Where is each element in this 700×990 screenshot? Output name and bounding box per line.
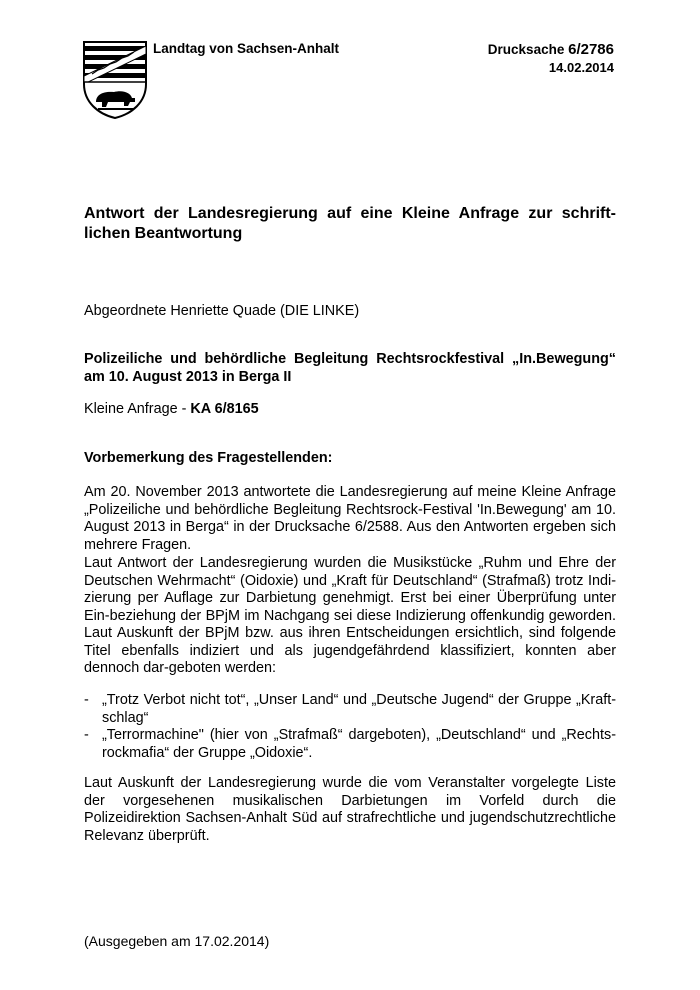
list-marker: -	[84, 727, 89, 743]
drucksache-label: Drucksache	[487, 42, 565, 57]
parliament-name: Landtag von Sachsen-Anhalt	[153, 41, 340, 56]
indexed-titles-list	[84, 692, 616, 762]
author-line: Abgeordnete Henriette Quade (DIE LINKE)	[84, 303, 360, 319]
paragraph-1: Am 20. November 2013 antwortete die Landesregierung auf meine Kleine Anfrage „Polizeiliche und behördliche Begleitung Rechtsrock-Festival 'In.Bewegung' am 10. August 2013 in Berga“ in der Drucksache 6/2588. Aus den Antworten ergeben sich mehrere Fragen.	[84, 484, 616, 553]
paragraph-3: Laut Auskunft der Landesregierung wurde die vom Veranstalter vorgelegte Liste der vorgesehenen musikalischen Darbietungen im Vorfeld durch die Polizeidirektion Sachsen-Anhalt Süd auf strafrechtliche und jugendschutzrechtliche Relevanz überprüft.	[84, 775, 616, 844]
drucksache-block	[488, 41, 614, 76]
preamble-heading: Vorbemerkung des Fragestellenden:	[84, 450, 333, 466]
list-marker: -	[84, 692, 89, 708]
ka-number: KA 6/8165	[190, 401, 259, 417]
ka-prefix: Kleine Anfrage -	[84, 401, 191, 417]
list-item	[84, 727, 616, 762]
paragraph-2: Laut Antwort der Landesregierung wurden die Musikstücke „Ruhm und Ehre der Deutschen Wehrmacht“ (Oidoxie) und „Kraft für Deutschland“ (Strafmaß) trotz Indi-zierung per Auflage zur Darbietung genehmigt. Erst bei einer Überprüfung unter Ein-beziehung der BPjM im Nachgang sei diese Indizierung offenkundig geworden. Laut Auskunft der BPjM bzw. aus ihren Entscheidungen ersichtlich, sind folgende Titel ebenfalls indiziert und als jugendgefährdend klassifiziert, konnten aber dennoch dar-geboten werden:	[84, 555, 616, 676]
subject-line: Polizeiliche und behördliche Begleitung Rechtsrockfestival „In.Bewegung“ am 10. August 2013 in Berga II	[84, 351, 616, 385]
list-item	[84, 692, 616, 727]
drucksache-date: 14.02.2014	[548, 59, 614, 75]
document-title: Antwort der Landesregierung auf eine Kleine Anfrage zur schrift-lichen Beantwortung	[84, 205, 616, 242]
list-item-text: „Trotz Verbot nicht tot“, „Unser Land“ und „Deutsche Jugend“ der Gruppe „Kraft-schlag“	[102, 692, 616, 726]
list-item-text: „Terrormachine" (hier von „Strafmaß“ dargeboten), „Deutschland“ und „Rechts-rockmafia“ der Gruppe „Oidoxie“.	[102, 727, 616, 761]
issued-date: (Ausgegeben am 17.02.2014)	[84, 933, 270, 949]
coat-of-arms-icon	[82, 40, 148, 120]
kleine-anfrage-reference	[84, 401, 616, 419]
drucksache-number: 6/2786	[568, 41, 614, 58]
